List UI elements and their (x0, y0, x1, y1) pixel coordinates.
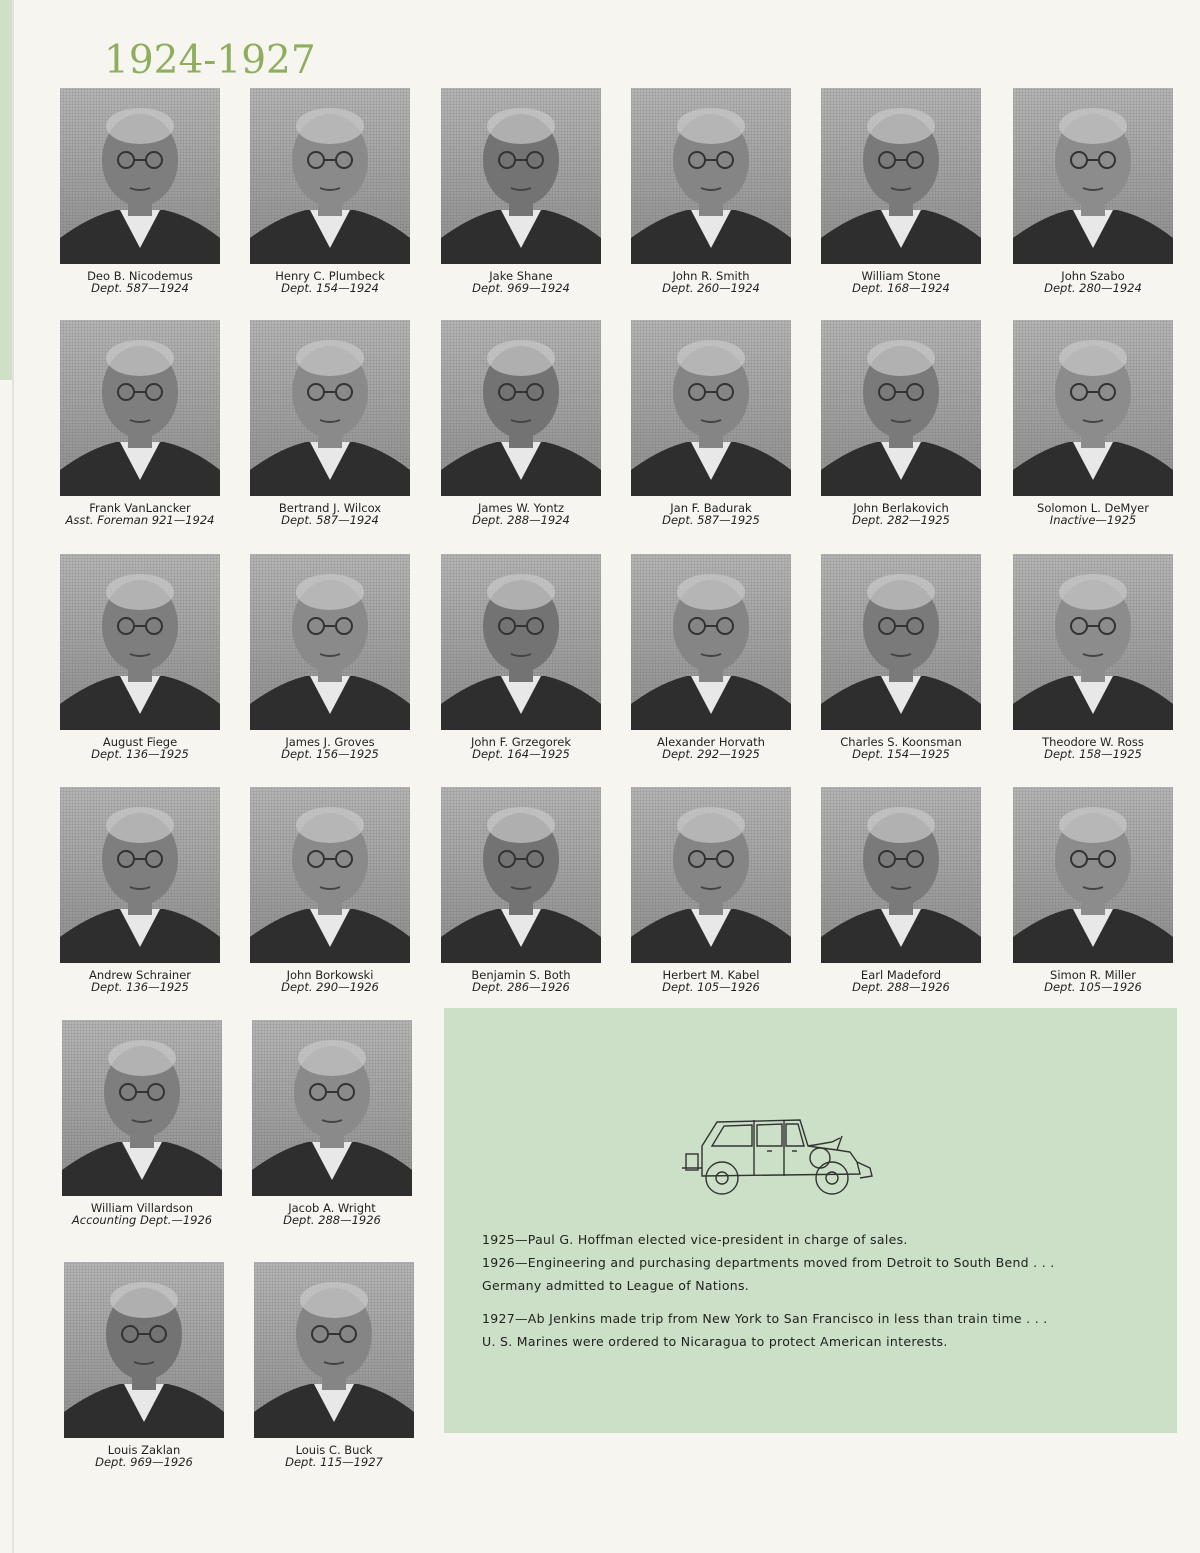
portrait-card (250, 787, 410, 993)
portrait-photo (60, 320, 220, 496)
portrait-caption (441, 736, 601, 760)
person-department: Dept. 136—1925 (91, 980, 189, 994)
person-department: Dept. 158—1925 (1044, 747, 1142, 761)
portrait-caption (631, 270, 791, 294)
person-department: Dept. 164—1925 (472, 747, 570, 761)
portrait-caption (60, 736, 220, 760)
page-edge-line (12, 0, 14, 1553)
portrait-caption (441, 502, 601, 526)
person-name: Benjamin S. Both (471, 968, 571, 982)
portrait-card (441, 88, 601, 294)
person-name: John Borkowski (286, 968, 374, 982)
portrait-photo (60, 554, 220, 730)
portrait-photo (250, 320, 410, 496)
person-department: Dept. 292—1925 (662, 747, 760, 761)
person-name: John R. Smith (672, 269, 750, 283)
portrait-caption (631, 969, 791, 993)
portrait-caption (250, 969, 410, 993)
portrait-caption (1013, 969, 1173, 993)
event-1926-b: Germany admitted to League of Nations. (482, 1278, 750, 1293)
event-1927-b: U. S. Marines were ordered to Nicaragua to protect American interests. (482, 1334, 948, 1349)
person-department: Dept. 168—1924 (852, 281, 950, 295)
portrait-card (631, 787, 791, 993)
person-name: Herbert M. Kabel (662, 968, 760, 982)
person-department: Dept. 290—1926 (281, 980, 379, 994)
portrait-caption (1013, 502, 1173, 526)
portrait-photo (631, 787, 791, 963)
person-name: Simon R. Miller (1050, 968, 1136, 982)
events-text (482, 1228, 1162, 1353)
portrait-photo (1013, 320, 1173, 496)
person-name: Frank VanLancker (89, 501, 191, 515)
portrait-card (62, 1020, 222, 1226)
person-department: Dept. 105—1926 (1044, 980, 1142, 994)
events-panel (444, 1008, 1177, 1433)
person-name: August Fiege (102, 735, 178, 749)
portrait-caption (250, 270, 410, 294)
portrait-photo (250, 88, 410, 264)
portrait-photo (631, 554, 791, 730)
portrait-card (821, 88, 981, 294)
event-1925: 1925—Paul G. Hoffman elected vice-president in charge of sales. (482, 1232, 908, 1247)
portrait-caption (60, 270, 220, 294)
person-department: Dept. 154—1925 (852, 747, 950, 761)
portrait-photo (1013, 554, 1173, 730)
person-name: John Berlakovich (853, 501, 949, 515)
portrait-caption (821, 502, 981, 526)
portrait-caption (60, 502, 220, 526)
portrait-photo (821, 88, 981, 264)
portrait-card (821, 787, 981, 993)
person-department: Dept. 105—1926 (662, 980, 760, 994)
person-name: William Stone (861, 269, 941, 283)
portrait-card (60, 88, 220, 294)
person-name: William Villardson (90, 1201, 194, 1215)
portrait-caption (1013, 736, 1173, 760)
person-department: Dept. 115—1927 (285, 1455, 383, 1469)
portrait-photo (441, 320, 601, 496)
person-department: Dept. 154—1924 (281, 281, 379, 295)
person-department: Asst. Foreman 921—1924 (65, 513, 215, 527)
person-department: Dept. 280—1924 (1044, 281, 1142, 295)
portrait-photo (821, 787, 981, 963)
portrait-card (250, 88, 410, 294)
person-name: Louis Zaklan (107, 1443, 181, 1457)
portrait-caption (631, 736, 791, 760)
portrait-photo (252, 1020, 412, 1196)
portrait-card (252, 1020, 412, 1226)
person-name: Alexander Horvath (657, 735, 765, 749)
person-department: Dept. 969—1926 (95, 1455, 193, 1469)
portrait-photo (441, 787, 601, 963)
person-name: Louis C. Buck (295, 1443, 373, 1457)
portrait-card (1013, 787, 1173, 993)
portrait-photo (60, 88, 220, 264)
portrait-caption (254, 1444, 414, 1468)
person-department: Dept. 286—1926 (472, 980, 570, 994)
portrait-photo (1013, 787, 1173, 963)
person-department: Dept. 156—1925 (281, 747, 379, 761)
person-department: Dept. 260—1924 (662, 281, 760, 295)
person-department: Inactive—1925 (1049, 513, 1137, 527)
portrait-card (250, 554, 410, 760)
portrait-card (441, 554, 601, 760)
portrait-caption (60, 969, 220, 993)
portrait-card (60, 320, 220, 526)
portrait-photo (441, 554, 601, 730)
person-department: Dept. 282—1925 (852, 513, 950, 527)
person-department: Accounting Dept.—1926 (71, 1213, 213, 1227)
person-department: Dept. 288—1924 (472, 513, 570, 527)
portrait-card (441, 320, 601, 526)
portrait-caption (441, 969, 601, 993)
person-department: Dept. 288—1926 (283, 1213, 381, 1227)
person-name: Jacob A. Wright (288, 1201, 376, 1215)
person-name: Jake Shane (489, 269, 553, 283)
portrait-card (821, 554, 981, 760)
person-name: Deo B. Nicodemus (87, 269, 193, 283)
page-title: 1924-1927 (104, 38, 316, 83)
portrait-card (1013, 554, 1173, 760)
portrait-caption (821, 736, 981, 760)
person-name: Charles S. Koonsman (840, 735, 962, 749)
portrait-card (60, 554, 220, 760)
portrait-caption (62, 1202, 222, 1226)
portrait-photo (254, 1262, 414, 1438)
person-name: Henry C. Plumbeck (275, 269, 385, 283)
person-department: Dept. 587—1924 (91, 281, 189, 295)
portrait-photo (64, 1262, 224, 1438)
portrait-photo (821, 320, 981, 496)
person-name: Theodore W. Ross (1042, 735, 1144, 749)
portrait-caption (631, 502, 791, 526)
portrait-caption (250, 736, 410, 760)
page-edge-tint (0, 0, 12, 380)
vintage-car-illustration (672, 1106, 882, 1202)
person-name: James J. Groves (285, 735, 375, 749)
person-name: John Szabo (1061, 269, 1125, 283)
person-department: Dept. 136—1925 (91, 747, 189, 761)
portrait-photo (250, 787, 410, 963)
person-department: Dept. 587—1924 (281, 513, 379, 527)
person-name: John F. Grzegorek (470, 735, 572, 749)
portrait-photo (441, 88, 601, 264)
portrait-card (250, 320, 410, 526)
portrait-photo (821, 554, 981, 730)
person-department: Dept. 587—1925 (662, 513, 760, 527)
portrait-caption (64, 1444, 224, 1468)
person-name: Earl Madeford (860, 968, 942, 982)
portrait-caption (821, 270, 981, 294)
person-name: Andrew Schrainer (88, 968, 192, 982)
person-department: Dept. 969—1924 (472, 281, 570, 295)
portrait-card (60, 787, 220, 993)
portrait-caption (821, 969, 981, 993)
portrait-photo (62, 1020, 222, 1196)
portrait-card (254, 1262, 414, 1468)
portrait-photo (250, 554, 410, 730)
person-name: Bertrand J. Wilcox (278, 501, 382, 515)
portrait-photo (60, 787, 220, 963)
portrait-card (821, 320, 981, 526)
portrait-card (64, 1262, 224, 1468)
person-department: Dept. 288—1926 (852, 980, 950, 994)
event-1927-a: 1927—Ab Jenkins made trip from New York to San Francisco in less than train time . . . (482, 1311, 1048, 1326)
person-name: James W. Yontz (477, 501, 565, 515)
portrait-caption (1013, 270, 1173, 294)
event-1926-a: 1926—Engineering and purchasing departments moved from Detroit to South Bend . . . (482, 1255, 1055, 1270)
person-name: Jan F. Badurak (670, 501, 752, 515)
portrait-card (631, 88, 791, 294)
portrait-photo (631, 88, 791, 264)
portrait-card (1013, 320, 1173, 526)
portrait-caption (252, 1202, 412, 1226)
portrait-card (631, 554, 791, 760)
portrait-card (631, 320, 791, 526)
person-name: Solomon L. DeMyer (1037, 501, 1149, 515)
portrait-photo (631, 320, 791, 496)
portrait-caption (250, 502, 410, 526)
portrait-caption (441, 270, 601, 294)
portrait-card (441, 787, 601, 993)
portrait-card (1013, 88, 1173, 294)
portrait-photo (1013, 88, 1173, 264)
